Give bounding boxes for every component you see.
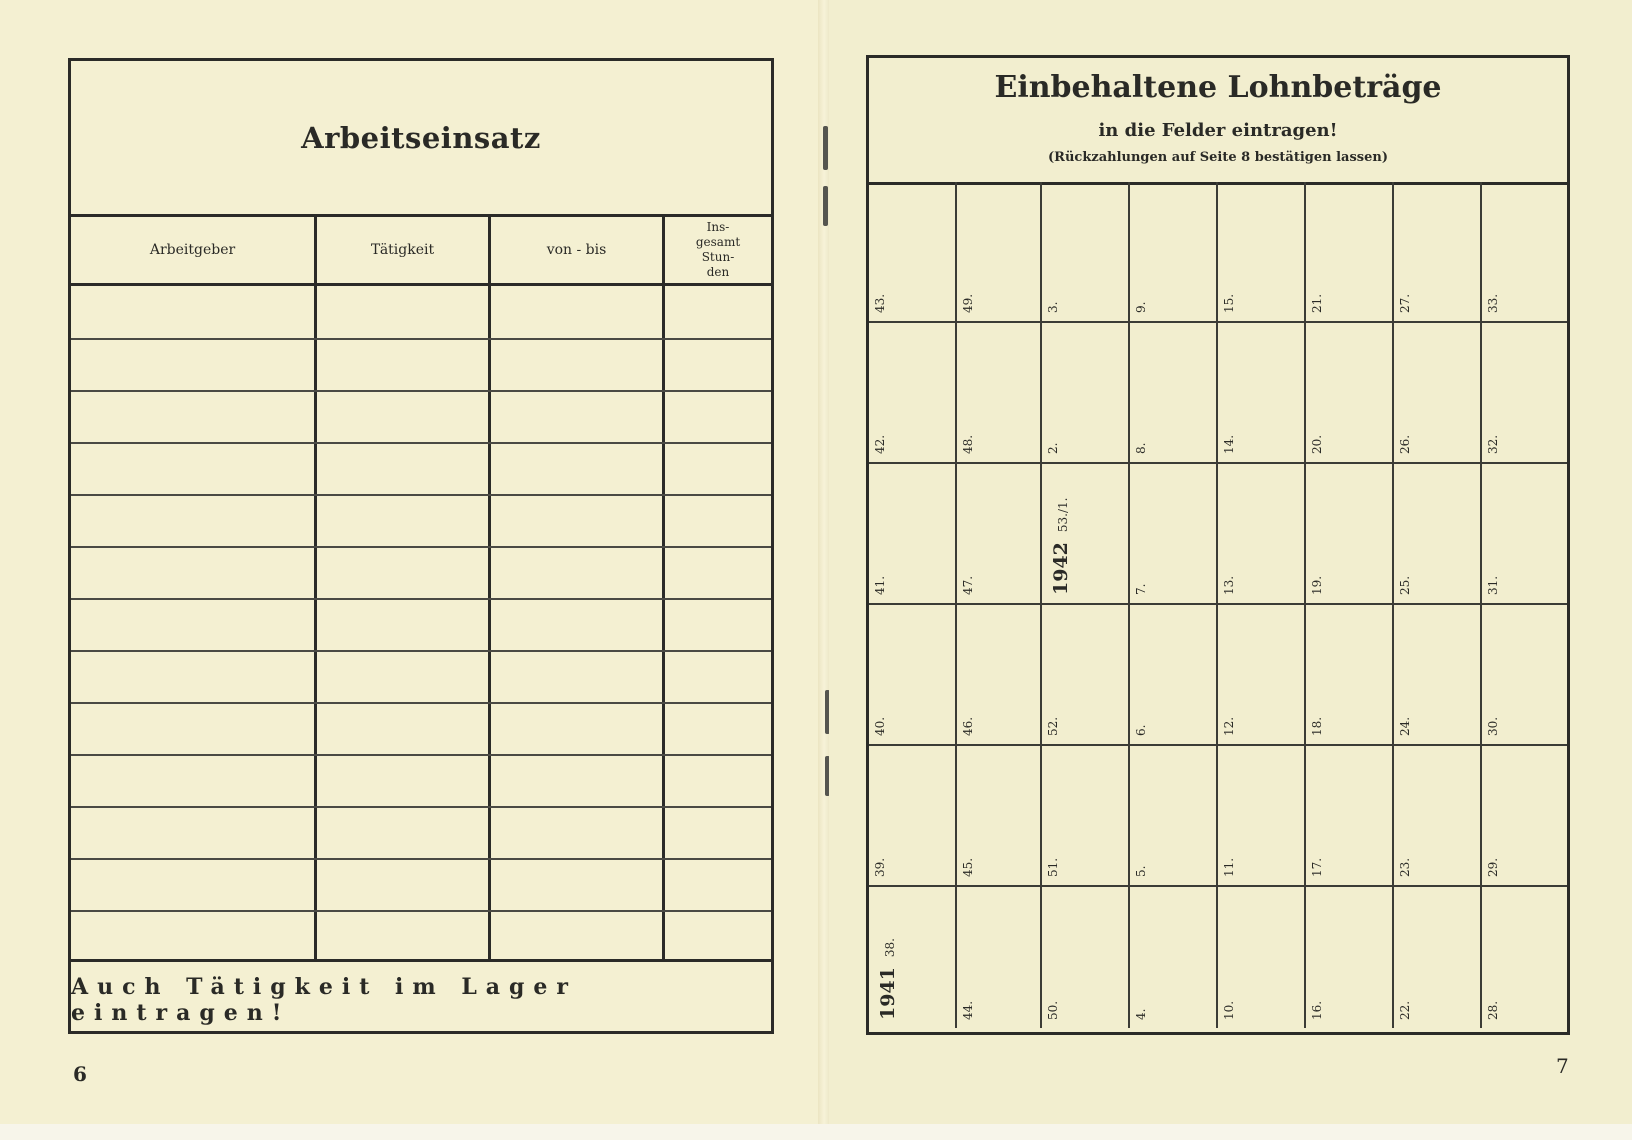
week-number-label	[961, 576, 975, 595]
week-cell	[869, 887, 957, 1028]
week-number-label	[1134, 866, 1148, 877]
week-cell	[957, 887, 1042, 1028]
entry-row-line	[71, 442, 771, 444]
entry-row-line	[71, 598, 771, 600]
left-page-note: Auch Tätigkeit im Lager eintragen!	[71, 959, 771, 1037]
week-cell	[1042, 605, 1130, 746]
column-header-employer: Arbeitgeber	[149, 242, 236, 258]
wage-deduction-table	[866, 55, 1570, 1035]
column-divider	[662, 214, 665, 959]
week-number-label	[1310, 435, 1324, 454]
entry-row-line	[71, 702, 771, 704]
week-number: 52.	[1046, 716, 1060, 736]
week-number-label	[1046, 858, 1060, 877]
week-number-label	[1310, 858, 1324, 877]
week-number: 31.	[1486, 575, 1500, 595]
week-number: 5.	[1134, 865, 1148, 877]
week-number-label	[1398, 294, 1412, 313]
week-number: 33.	[1486, 293, 1500, 313]
week-cell	[1306, 887, 1394, 1028]
week-number: 47.	[961, 575, 975, 595]
week-number-label	[873, 717, 887, 736]
week-number-label	[961, 858, 975, 877]
entry-row-line	[71, 338, 771, 340]
week-number-label	[1046, 717, 1060, 736]
week-cell	[1042, 746, 1130, 887]
week-cell	[1482, 464, 1567, 605]
week-number-label	[1310, 717, 1324, 736]
week-number: 24.	[1398, 716, 1412, 736]
year-label: 1941	[877, 967, 899, 1020]
week-number: 6.	[1134, 724, 1148, 736]
week-number: 2.	[1046, 442, 1060, 454]
week-number: 42.	[873, 434, 887, 454]
week-cell	[869, 323, 957, 464]
week-cell	[1306, 746, 1394, 887]
left-page	[0, 0, 823, 1124]
week-cell	[957, 605, 1042, 746]
column-divider	[314, 214, 317, 959]
week-number-label	[1398, 576, 1412, 595]
week-number: 12.	[1222, 716, 1236, 736]
week-number-label	[961, 435, 975, 454]
week-cell	[1218, 746, 1306, 887]
week-cell	[1394, 605, 1482, 746]
right-title-block	[869, 58, 1567, 185]
week-cell	[1306, 323, 1394, 464]
week-cell	[957, 323, 1042, 464]
week-cell	[1042, 464, 1130, 605]
week-number: 16.	[1310, 1000, 1324, 1020]
week-number: 21.	[1310, 293, 1324, 313]
week-cell	[1306, 464, 1394, 605]
week-cell	[1042, 182, 1130, 323]
week-cell	[869, 746, 957, 887]
entry-row-line	[71, 806, 771, 808]
week-cell	[1482, 323, 1567, 464]
entry-row-line	[71, 650, 771, 652]
week-cell	[1394, 464, 1482, 605]
week-number-label	[1134, 1009, 1148, 1020]
week-number: 14.	[1222, 434, 1236, 454]
column-header-total-hours: Ins- gesamt Stun- den	[695, 220, 741, 279]
week-number: 9.	[1134, 301, 1148, 313]
week-number-label	[1222, 435, 1236, 454]
week-number-label	[1486, 435, 1500, 454]
week-number: 32.	[1486, 434, 1500, 454]
week-number-label	[1046, 443, 1060, 454]
week-number: 49.	[961, 293, 975, 313]
week-cell	[1130, 464, 1218, 605]
week-number: 3.	[1046, 301, 1060, 313]
week-number-label	[1222, 576, 1236, 595]
week-number-label	[1486, 576, 1500, 595]
week-number: 19.	[1310, 575, 1324, 595]
week-number: 15.	[1222, 293, 1236, 313]
week-cell	[1394, 887, 1482, 1028]
entry-row-line	[71, 910, 771, 912]
week-number: 4.	[1134, 1008, 1148, 1020]
week-number: 40.	[873, 716, 887, 736]
week-cell	[1130, 605, 1218, 746]
week-number: 22.	[1398, 1000, 1412, 1020]
right-page	[829, 0, 1632, 1124]
week-number: 45.	[961, 857, 975, 877]
right-page-note: (Rückzahlungen auf Seite 8 bestätigen lassen)	[1048, 150, 1388, 165]
week-number-label	[873, 294, 887, 313]
week-number-label	[1398, 435, 1412, 454]
column-divider	[488, 214, 491, 959]
table-header-row	[71, 214, 771, 286]
week-number-label	[1222, 858, 1236, 877]
week-cell	[1394, 746, 1482, 887]
week-cell	[957, 182, 1042, 323]
week-number: 43.	[873, 293, 887, 313]
week-number-label	[1134, 584, 1148, 595]
week-number-label	[1486, 717, 1500, 736]
week-cell	[1218, 182, 1306, 323]
week-number: 29.	[1486, 857, 1500, 877]
week-cell	[1130, 323, 1218, 464]
staple	[823, 126, 828, 170]
week-cell	[1482, 182, 1567, 323]
week-cell	[1130, 182, 1218, 323]
week-number-label	[1222, 717, 1236, 736]
week-number: 53./1.	[1056, 497, 1070, 533]
week-number-label	[1046, 302, 1060, 313]
week-number-label	[961, 1001, 975, 1020]
week-number: 48.	[961, 434, 975, 454]
week-number: 26.	[1398, 434, 1412, 454]
page-number-right: 7	[1556, 1054, 1569, 1078]
staple	[823, 186, 828, 226]
week-cell	[1482, 746, 1567, 887]
entry-row-line	[71, 546, 771, 548]
week-number-label	[1134, 443, 1148, 454]
week-number: 50.	[1046, 1000, 1060, 1020]
week-cell	[1218, 464, 1306, 605]
week-cell	[1306, 182, 1394, 323]
week-cell	[957, 746, 1042, 887]
week-number: 13.	[1222, 575, 1236, 595]
week-number: 28.	[1486, 1000, 1500, 1020]
right-page-title: Einbehaltene Lohnbeträge	[994, 70, 1442, 105]
week-number: 46.	[961, 716, 975, 736]
week-number: 7.	[1134, 583, 1148, 595]
week-number-label	[1046, 1001, 1060, 1020]
week-number-label	[1398, 717, 1412, 736]
week-number-label	[1486, 294, 1500, 313]
week-cell	[1218, 887, 1306, 1028]
week-number: 27.	[1398, 293, 1412, 313]
entry-row-line	[71, 390, 771, 392]
week-number-label	[1222, 1001, 1236, 1020]
week-cell	[1042, 887, 1130, 1028]
left-page-title: Arbeitseinsatz	[301, 120, 541, 155]
week-number: 20.	[1310, 434, 1324, 454]
week-number: 10.	[1222, 1000, 1236, 1020]
week-cell	[957, 464, 1042, 605]
column-header-period: von - bis	[546, 242, 607, 258]
page-number-left: 6	[73, 1062, 87, 1086]
week-number-label	[1134, 725, 1148, 736]
week-number: 39.	[873, 857, 887, 877]
week-number-label	[1134, 302, 1148, 313]
entry-row-line	[71, 494, 771, 496]
week-number-label	[877, 938, 899, 1020]
week-cell	[1130, 887, 1218, 1028]
page-bottom-edge	[0, 1124, 1632, 1140]
week-cell	[869, 605, 957, 746]
week-number-label	[1310, 294, 1324, 313]
week-number-label	[1486, 1001, 1500, 1020]
week-number-label	[873, 576, 887, 595]
week-number-label	[1310, 1001, 1324, 1020]
week-cell	[1394, 323, 1482, 464]
week-number: 51.	[1046, 857, 1060, 877]
week-number-label	[1486, 858, 1500, 877]
week-cell	[1218, 605, 1306, 746]
week-number-label	[1050, 498, 1072, 595]
week-number: 25.	[1398, 575, 1412, 595]
week-cell	[1394, 182, 1482, 323]
work-record-table	[68, 58, 774, 1034]
week-number: 11.	[1222, 857, 1236, 877]
week-cell	[869, 464, 957, 605]
week-cell	[1482, 887, 1567, 1028]
week-number: 30.	[1486, 716, 1500, 736]
week-cell	[1042, 323, 1130, 464]
week-number-label	[1398, 1001, 1412, 1020]
week-number: 18.	[1310, 716, 1324, 736]
week-number-label	[873, 435, 887, 454]
week-number-label	[1222, 294, 1236, 313]
week-number: 41.	[873, 575, 887, 595]
week-cell	[1130, 746, 1218, 887]
week-number-label	[961, 294, 975, 313]
week-number-label	[1310, 576, 1324, 595]
week-number: 23.	[1398, 857, 1412, 877]
week-cell	[1306, 605, 1394, 746]
column-header-activity: Tätigkeit	[370, 242, 435, 258]
week-cell	[1218, 323, 1306, 464]
week-cell	[1482, 605, 1567, 746]
week-number-label	[961, 717, 975, 736]
week-number: 38.	[883, 938, 897, 958]
week-number: 8.	[1134, 442, 1148, 454]
week-number: 44.	[961, 1000, 975, 1020]
week-number-label	[1398, 858, 1412, 877]
year-label: 1942	[1050, 542, 1072, 595]
entry-row-line	[71, 858, 771, 860]
entry-row-line	[71, 754, 771, 756]
right-page-subtitle: in die Felder eintragen!	[1098, 120, 1338, 141]
week-grid	[869, 182, 1567, 1032]
week-number: 17.	[1310, 857, 1324, 877]
week-number-label	[873, 858, 887, 877]
week-cell	[869, 182, 957, 323]
